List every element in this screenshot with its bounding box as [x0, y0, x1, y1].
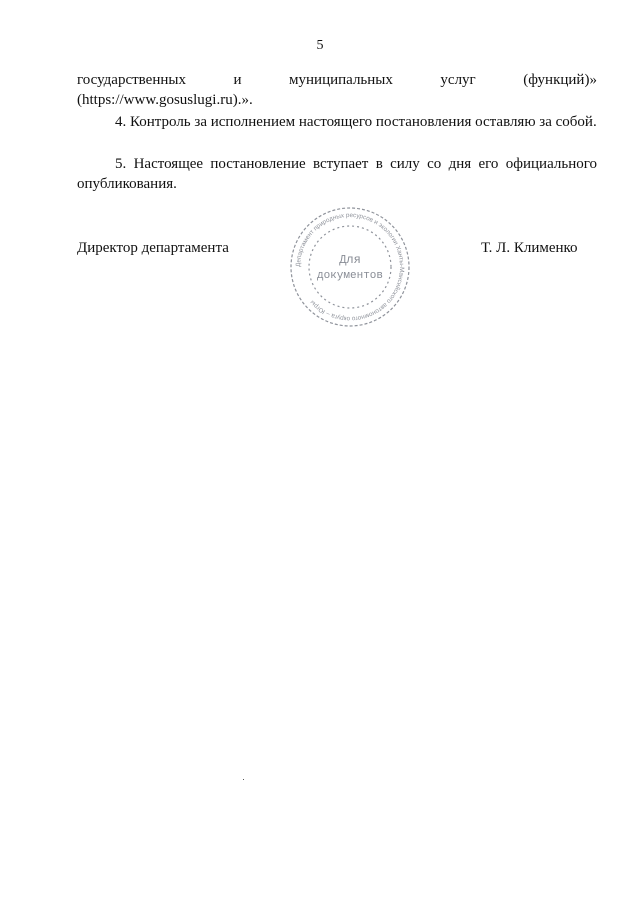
continuation-word: и [233, 72, 242, 88]
continuation-line-2: (https://www.gosuslugi.ru).». [77, 92, 253, 108]
scan-speck [243, 779, 244, 780]
stamp-inner-ring [309, 226, 391, 308]
continuation-word: услуг [440, 72, 476, 88]
continuation-word: государственных [77, 72, 186, 88]
continuation-word: муниципальных [289, 72, 393, 88]
signature-name: Т. Л. Клименко [481, 240, 578, 256]
paragraph-5-block [77, 154, 597, 194]
stamp-ring-textpath: Департамент природных ресурсов и экологии Ханты-Мансийского автономного округа – Югры [294, 211, 406, 323]
continuation-line-1 [77, 70, 597, 90]
signature-position: Директор департамента [77, 240, 229, 256]
stamp-center-line-2: документов [316, 270, 384, 282]
continuation-block [77, 70, 597, 110]
paragraph-4: 4. Контроль за исполнением настоящего постановления оставляю за собой. [115, 114, 597, 130]
stamp-center-line-1: Для [339, 253, 361, 267]
page-number: 5 [316, 38, 324, 53]
continuation-word: (функций)» [523, 72, 597, 88]
paragraph-4-block [77, 112, 597, 132]
paragraph-5: 5. Настоящее постановление вступает в силу со дня его официального опубликования. [77, 156, 597, 192]
official-stamp [288, 205, 412, 329]
